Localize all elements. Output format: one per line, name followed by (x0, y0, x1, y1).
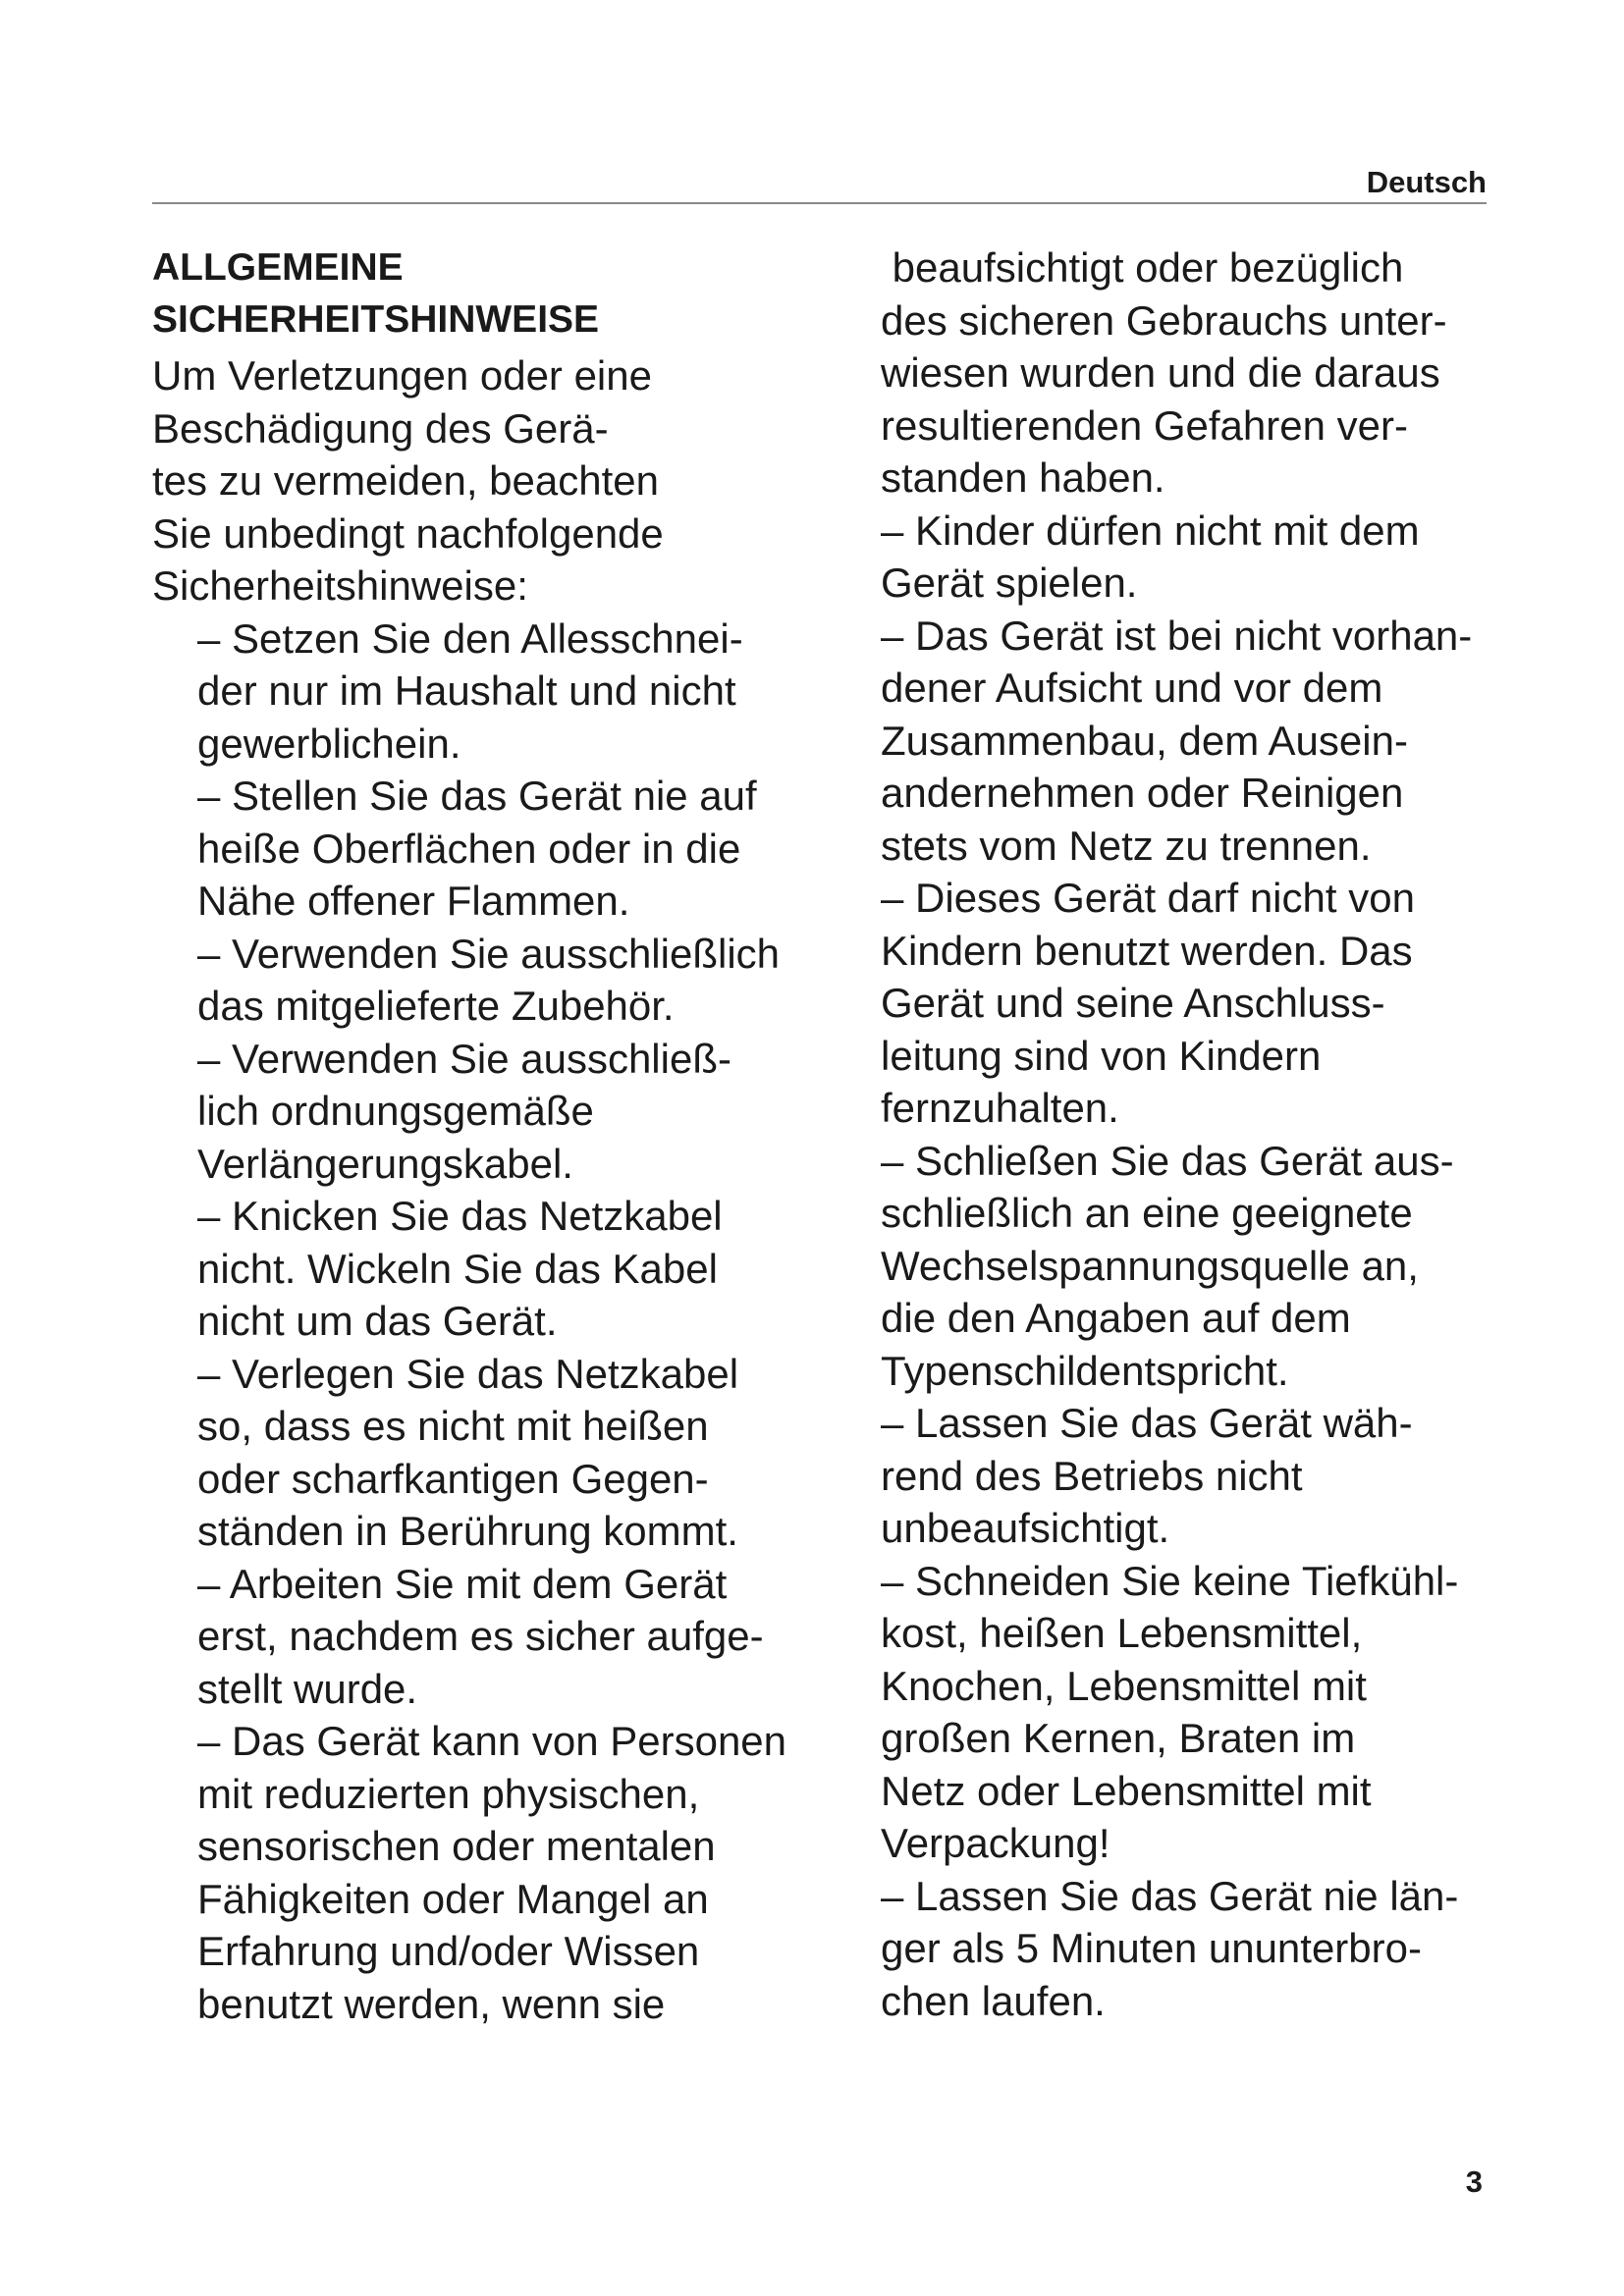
list-line: – Stellen Sie das Gerät nie auf (197, 773, 757, 819)
list-line: mit reduzierten physischen, (197, 1770, 700, 1817)
list-line: Verlängerungskabel. (197, 1140, 573, 1187)
list-line: stellt wurde. (197, 1665, 418, 1712)
text-line: andernehmen oder Reinigen (881, 770, 1404, 816)
text-line: leitung sind von Kindern (881, 1032, 1322, 1079)
text-line: Gerät spielen. (881, 560, 1138, 606)
text-line: – Lassen Sie das Gerät wäh- (881, 1400, 1413, 1446)
text-line: fernzuhalten. (881, 1085, 1119, 1131)
intro-paragraph (152, 349, 839, 613)
text-line: – Schneiden Sie keine Tiefkühl- (881, 1557, 1459, 1604)
intro-line: tes zu vermeiden, beachten (152, 457, 659, 504)
header-divider (152, 202, 1487, 204)
list-line: erst, nachdem es sicher aufge- (197, 1613, 764, 1659)
text-line: dener Aufsicht und vor dem (881, 665, 1383, 711)
text-line: kost, heißen Lebensmittel, (881, 1610, 1363, 1656)
safety-list (152, 613, 839, 2031)
list-line: – Verlegen Sie das Netzkabel (197, 1350, 739, 1397)
page-number: 3 (1465, 2164, 1483, 2199)
header-language: Deutsch (1366, 165, 1487, 199)
text-line: – Kinder dürfen nicht mit dem (881, 507, 1420, 554)
text-line: resultierenden Gefahren ver- (881, 401, 1408, 449)
text-line: unbeaufsichtigt. (881, 1505, 1170, 1551)
text-line: standen haben. (881, 454, 1165, 501)
text-line: stets vom Netz zu trennen. (881, 822, 1372, 869)
intro-line: Sie unbedingt nachfolgende (152, 509, 664, 557)
list-line: – Verwenden Sie ausschließlich (197, 930, 781, 977)
text-line: die den Angaben auf dem (881, 1295, 1351, 1341)
text-line: Typenschildentspricht. (881, 1347, 1289, 1394)
list-line: benutzt werden, wenn sie (197, 1980, 666, 2027)
intro-line: Um Verletzungen oder eine (152, 352, 652, 399)
list-line: der nur im Haushalt und nicht (197, 667, 736, 714)
text-line: Verpackung! (881, 1820, 1110, 1866)
text-line: Netz oder Lebensmittel mit (881, 1767, 1372, 1814)
list-line: so, dass es nicht mit heißen (197, 1403, 709, 1449)
text-line: des sicheren Gebrauchs unter- (881, 296, 1447, 344)
text-line: wiesen wurden und die daraus (881, 349, 1440, 396)
list-line: ständen in Berührung kommt. (197, 1508, 738, 1554)
list-line: – Verwenden Sie ausschließ- (197, 1035, 731, 1082)
text-line: Wechselspannungsquelle an, (881, 1242, 1419, 1289)
right-column (881, 241, 1509, 2027)
text-line: chen laufen. (881, 1977, 1106, 2024)
list-line: gewerblichein. (197, 720, 461, 767)
text-line: Zusammenbau, dem Ausein- (881, 717, 1408, 764)
list-line: lich ordnungsgemäße (197, 1088, 594, 1134)
text-line: – Schließen Sie das Gerät aus- (881, 1137, 1454, 1184)
heading-line: SICHERHEITSHINWEISE (152, 298, 600, 341)
text-line: Kindern benutzt werden. Das (881, 927, 1413, 974)
text-line: Gerät und seine Anschluss- (881, 980, 1385, 1026)
list-line: oder scharfkantigen Gegen- (197, 1455, 709, 1502)
list-line: – Setzen Sie den Allesschnei- (197, 614, 743, 662)
text-line: – Dieses Gerät darf nicht von (881, 875, 1415, 921)
list-line: Erfahrung und/oder Wissen (197, 1928, 700, 1974)
list-line: sensorischen oder mentalen (197, 1823, 716, 1869)
list-line: – Das Gerät kann von Personen (197, 1718, 787, 1764)
list-line: das mitgelieferte Zubehör. (197, 983, 675, 1029)
text-line: großen Kernen, Braten im (881, 1715, 1356, 1761)
list-line: Fähigkeiten oder Mangel an (197, 1875, 709, 1922)
intro-line: Sicherheitshinweise: (152, 562, 528, 609)
list-line: – Knicken Sie das Netzkabel (197, 1193, 723, 1239)
list-line: Nähe offener Flammen. (197, 878, 630, 924)
text-line: rend des Betriebs nicht (881, 1452, 1303, 1499)
left-column (152, 241, 839, 2030)
list-line: heiße Oberflächen oder in die (197, 825, 741, 872)
list-line: nicht. Wickeln Sie das Kabel (197, 1245, 718, 1292)
intro-line: Beschädigung des Gerä- (152, 404, 609, 452)
list-line: nicht um das Gerät. (197, 1298, 558, 1344)
text-line: – Lassen Sie das Gerät nie län- (881, 1872, 1459, 1919)
text-line: ger als 5 Minuten ununterbro- (881, 1925, 1422, 1971)
heading-line: ALLGEMEINE (152, 246, 404, 289)
text-line: – Das Gerät ist bei nicht vorhan- (881, 612, 1473, 659)
text-line: beaufsichtigt oder bezüglich (881, 244, 1404, 291)
text-line: Knochen, Lebensmittel mit (881, 1662, 1367, 1709)
text-line: schließlich an eine geeignete (881, 1190, 1413, 1236)
list-line: – Arbeiten Sie mit dem Gerät (197, 1560, 728, 1607)
section-heading (152, 241, 839, 346)
